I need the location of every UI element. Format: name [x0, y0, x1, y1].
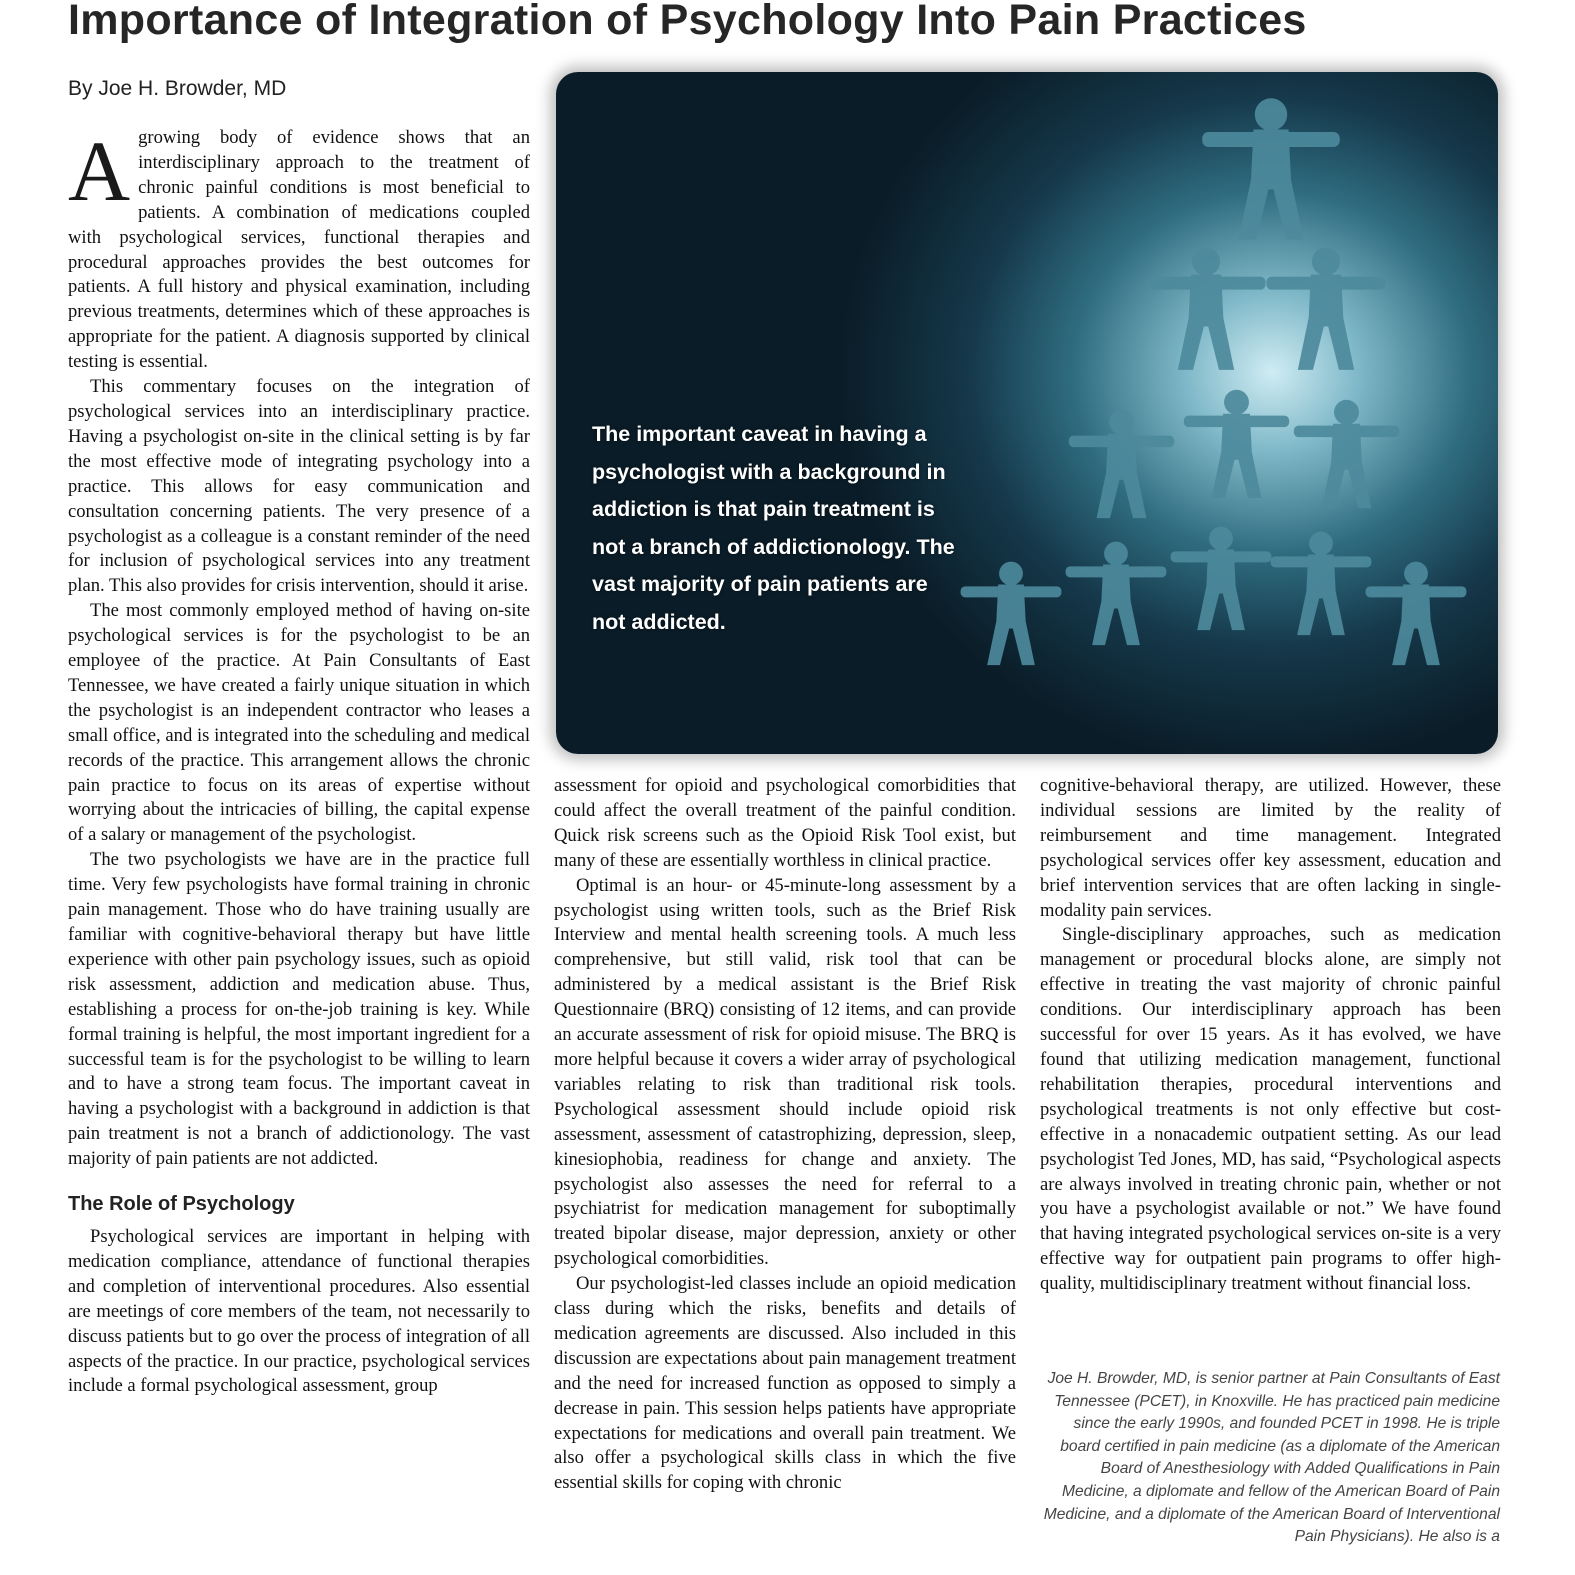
- column-2: [554, 774, 1016, 1496]
- author-bio: Joe H. Browder, MD, is senior partner at Pain Consultants of East Tennessee (PCET), in Knoxville. He has practiced pain medicine since the early 1990s, and founded PCET in 1998. He is triple board certified in pain medicine (as a diplomate of the American Board of Anesthesiology with Added Qualifications in Pain Medicine, a diplomate and fellow of the American Board of Pain Medicine, and a diplomate of the American Board of Interventional Pain Physicians). He also is a: [1043, 1370, 1500, 1546]
- paper-doll-pyramid-image: [556, 72, 1498, 754]
- article-title: Importance of Integration of Psychology Into Pain Practices: [68, 0, 1307, 44]
- paragraph-1: [68, 123, 530, 375]
- drop-cap: A: [68, 123, 131, 219]
- pull-quote: The important caveat in having a psychologist with a background in addiction is that pain treatment is not a branch of addictionology. The vast majority of pain patients are not addicted.: [592, 422, 955, 634]
- column-1: [68, 123, 530, 1399]
- paragraph-9: cognitive-behavioral therapy, are utilized. However, these individual sessions are limited by the reality of reimbursement and time management. Integrated psychological services offer key assessment, education and brief intervention services that are often lacking in single-modality pain services.: [1040, 775, 1501, 921]
- paragraph-3: The most commonly employed method of having on-site psychological services is for the psychologist to be an employee of the practice. At Pain Consultants of East Tennessee, we have created a fairly unique situation in which the psychologist is an independent contractor who leases a small office, and is integrated into the scheduling and medical records of the practice. This arrangement allows the chronic pain practice to focus on its areas of expertise without worrying about the intricacies of billing, the capital expense of a salary or management of the psychologist.: [68, 600, 530, 846]
- paragraph-5: Psychological services are important in helping with medication compliance, attendance of functional therapies and completion of interventional procedures. Also essential are meetings of core members of the team, not necessarily to discuss patients but to go over the process of integration of all aspects of the practice. In our practice, psychological services include a formal psychological assessment, group: [68, 1225, 530, 1397]
- paragraph-6: assessment for opioid and psychological comorbidities that could affect the overall treatment of the painful condition. Quick risk screens such as the Opioid Risk Tool exist, but many of these are essentially worthless in clinical practice.: [554, 775, 1016, 871]
- paragraph-1-text: growing body of evidence shows that an interdisciplinary approach to the treatment of chronic painful conditions is most beneficial to patients. A combination of medications coupled with psychological services, functional therapies and procedural approaches provides the best outcomes for patients. A full history and physical examination, including previous treatments, determines which of these approaches is appropriate for the patient. A diagnosis supported by clinical testing is essential.: [68, 127, 530, 373]
- paragraph-4: The two psychologists we have are in the practice full time. Very few psychologists have formal training in chronic pain management. Those who do have training usually are familiar with cognitive-behavioral therapy but have little experience with other pain psychology issues, such as opioid risk assessment, addiction and medication abuse. Thus, establishing a process for on-the-job training is key. While formal training is helpful, the most important ingredient for a successful team is for the psychologist to be willing to learn and to have a strong team focus. The important caveat in having a psychologist with a background in addiction is that pain treatment is not a branch of addictionology. The vast majority of pain patients are not addicted.: [68, 849, 530, 1170]
- section-heading: The Role of Psychology: [68, 1193, 295, 1216]
- feature-image: [556, 72, 1498, 754]
- paragraph-10: Single-disciplinary approaches, such as medication management or procedural blocks alone, are simply not effective in treating the vast majority of chronic painful conditions. Our interdisciplinary approach has been successful for over 15 years. As it has evolved, we have found that utilizing medication management, functional rehabilitation therapies, procedural interventions and psychological treatments is not only effective but cost-effective in a nonacademic outpatient setting. As our lead psychologist Ted Jones, MD, has said, “Psychological aspects are always involved in treating chronic pain, whether or not you have a psychologist available or not.” We have found that having integrated psychological services on-site is a very effective way for outpatient pain programs to offer high-quality, multidisciplinary treatment without financial loss.: [1040, 924, 1501, 1295]
- paragraph-2: This commentary focuses on the integration of psychological services into an interdisciplinary practice. Having a psychologist on-site in the clinical setting is by far the most effective mode of integrating psychology into a practice. This allows for easy communication and consultation concerning patients. The very presence of a psychologist as a colleague is a constant reminder of the need for inclusion of psychological services into any treatment plan. This also provides for crisis intervention, should it arise.: [68, 376, 530, 597]
- paragraph-8: Our psychologist-led classes include an opioid medication class during which the risks, benefits and details of medication agreements are discussed. Also included in this discussion are expectations about pain management treatment and the need for increased function as opposed to simply a decrease in pain. This session helps patients have appropriate expectations for medications and overall pain treatment. We also offer a psychological skills class in which the five essential skills for coping with chronic: [554, 1273, 1016, 1494]
- paragraph-7: Optimal is an hour- or 45-minute-long assessment by a psychologist using written tools, such as the Brief Risk Interview and mental health screening tools. A much less comprehensive, but still valid, risk tool that can be administered by a medical assistant is the Brief Risk Questionnaire (BRQ) consisting of 12 items, and can provide an accurate assessment of risk for opioid misuse. The BRQ is more helpful because it covers a wider array of psychological variables relating to risk than traditional risk tools. Psychological assessment should include opioid risk assessment, assessment of catastrophizing, depression, sleep, kinesiophobia, readiness for change and anxiety. The psychologist also assesses the need for referral to a psychiatrist for medication management for suboptimally treated bipolar disease, major depression, anxiety or other psychological comorbidities.: [554, 874, 1016, 1270]
- column-3: [1040, 774, 1501, 1297]
- byline: By Joe H. Browder, MD: [68, 77, 287, 100]
- doll-pyramid: [961, 98, 1467, 665]
